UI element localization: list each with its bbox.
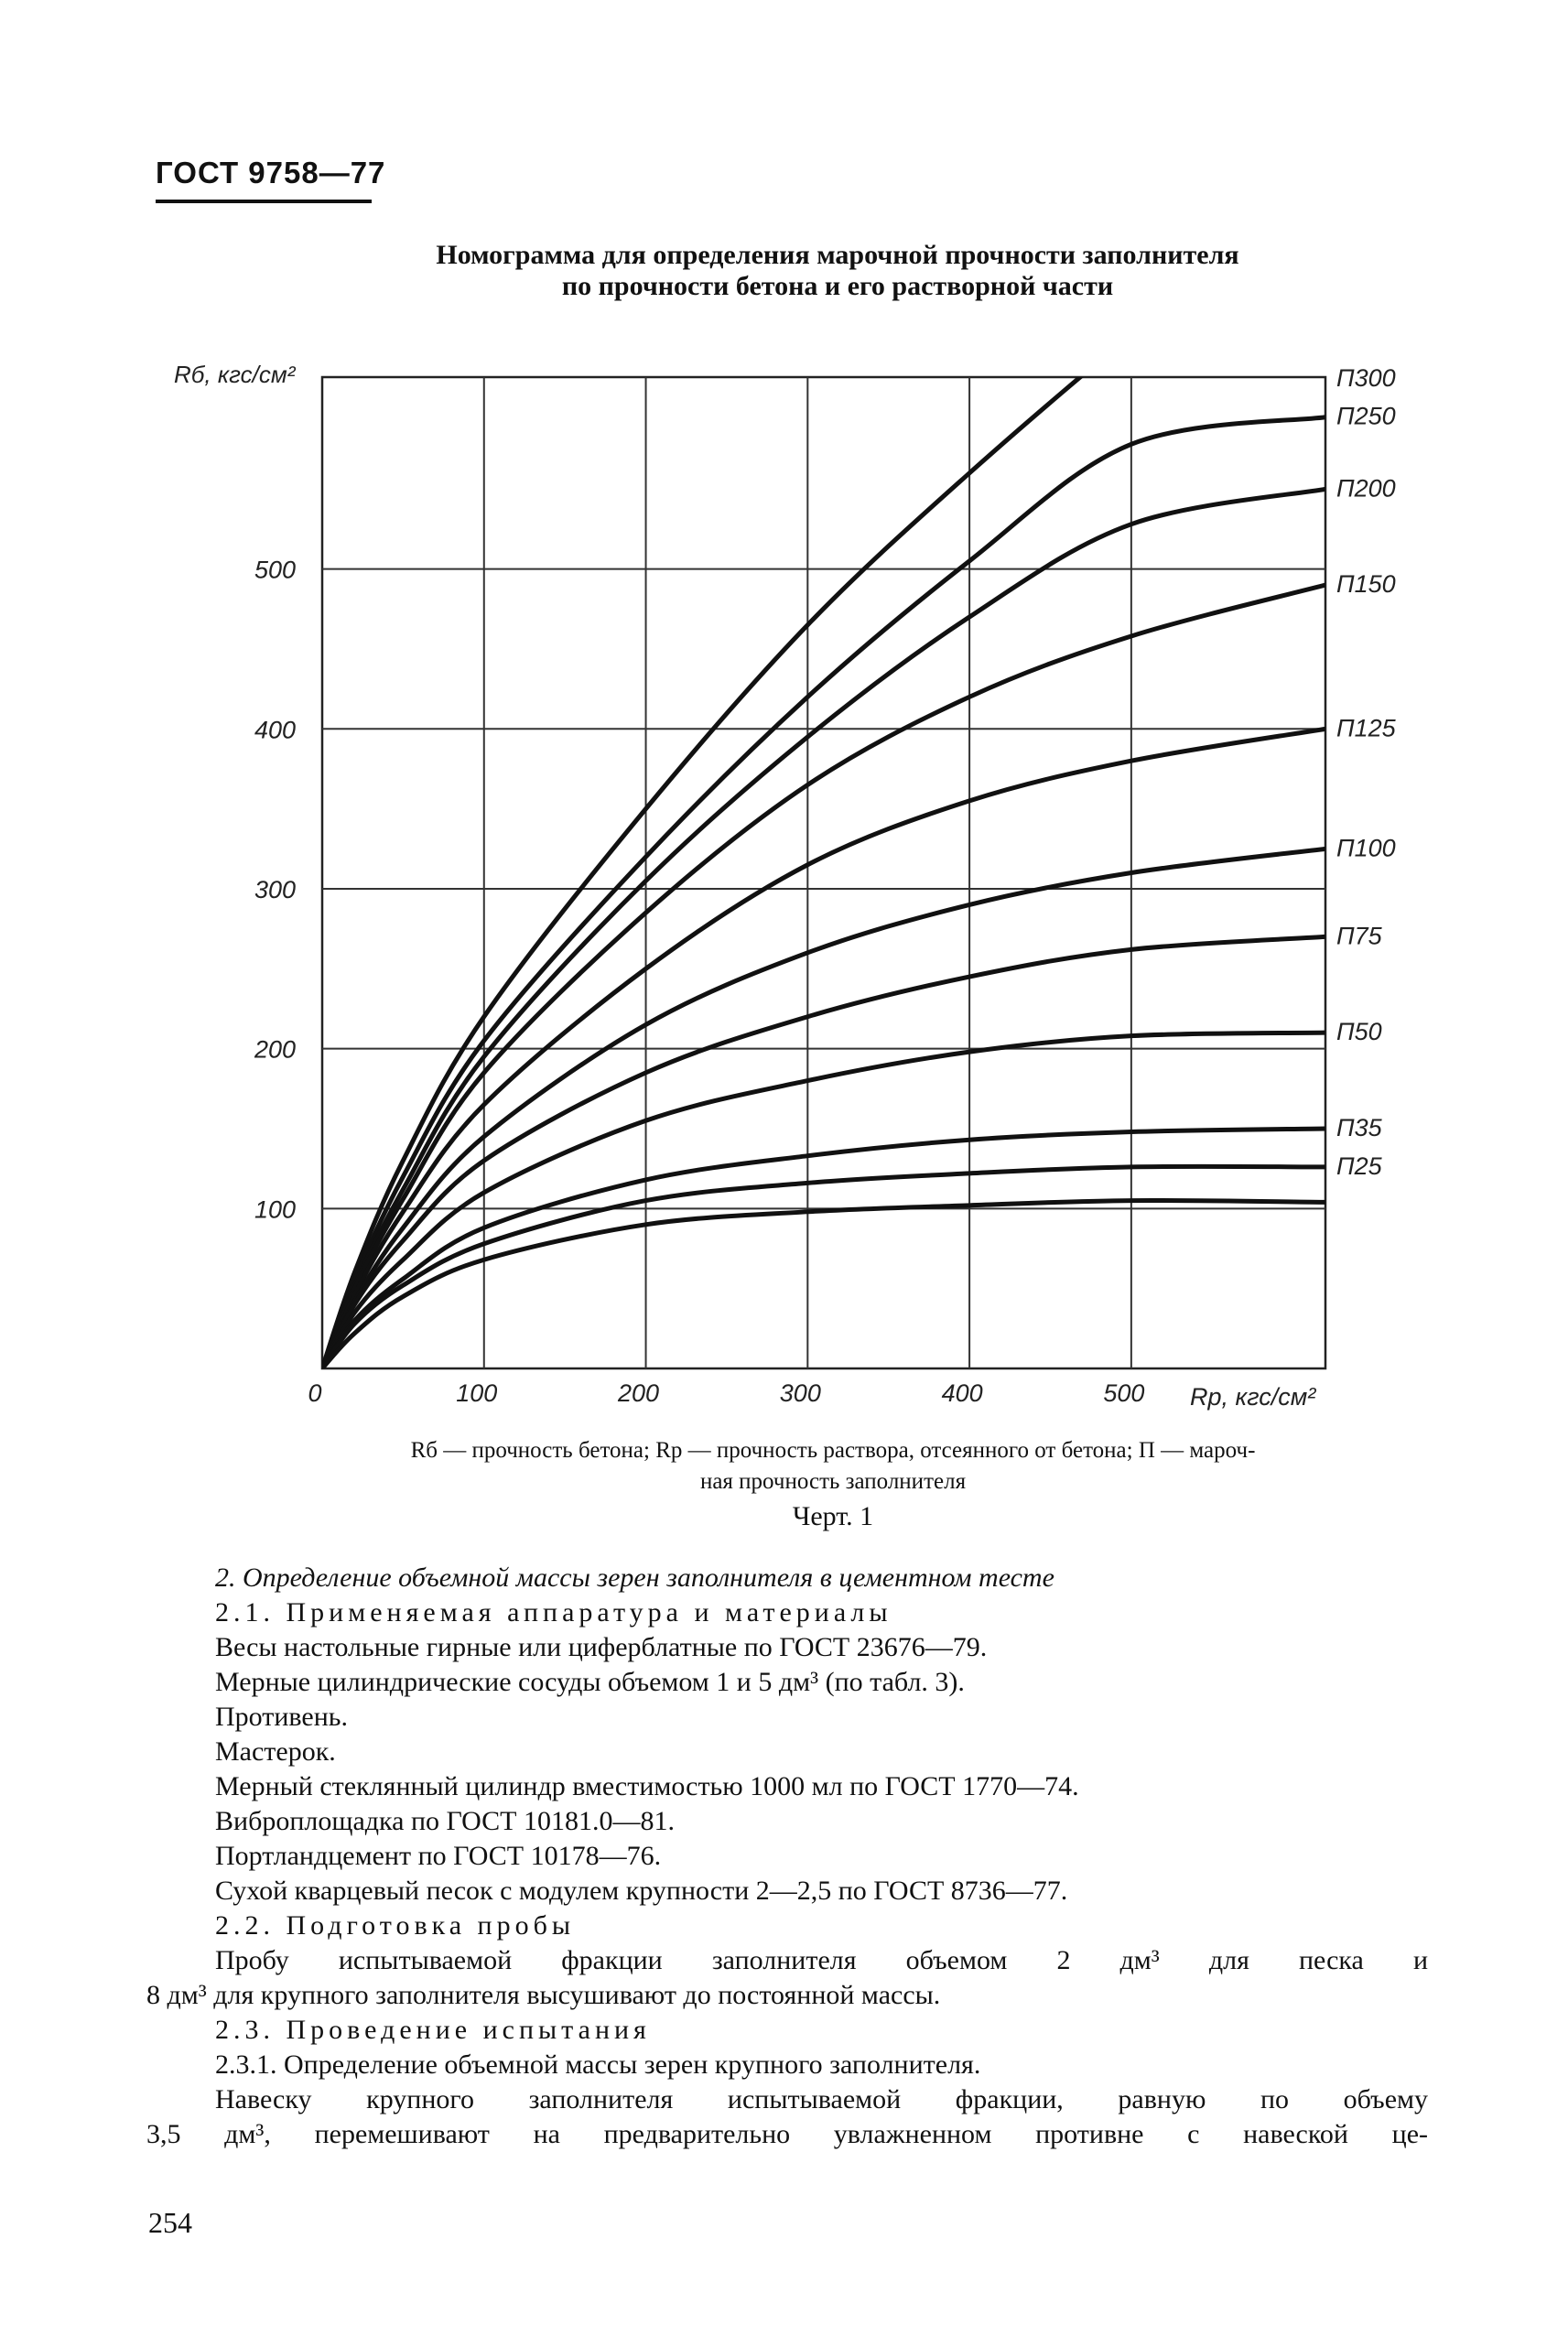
curve-label-п200: П200 xyxy=(1336,474,1396,503)
curve-label-п300: П300 xyxy=(1336,364,1396,392)
document-id: ГОСТ 9758—77 xyxy=(156,156,386,189)
x-tick-label: 100 xyxy=(456,1379,498,1407)
equipment-item: Мастерок. xyxy=(215,1736,336,1767)
legend-line-1: Rб — прочность бетона; Rр — прочность раствора, отсеянного от бетона; П — мароч- xyxy=(410,1438,1256,1463)
curve-п100 xyxy=(322,849,1325,1368)
title-line-1: Номограмма для определения марочной прочности заполнителя xyxy=(436,240,1239,270)
title-line-2: по прочности бетона и его растворной части xyxy=(561,271,1114,301)
curve-п250 xyxy=(322,417,1325,1368)
y-axis-label: Rб, кгс/см² xyxy=(174,361,296,388)
chart-grid xyxy=(322,377,1325,1368)
y-tick-label: 100 xyxy=(254,1195,297,1224)
chart-curves xyxy=(322,249,1325,1368)
curve-label-п125: П125 xyxy=(1336,714,1396,742)
y-tick-label: 300 xyxy=(254,875,297,903)
curve-label-п50: П50 xyxy=(1336,1018,1382,1046)
x-tick-label: 300 xyxy=(779,1379,821,1407)
y-tick-label: 500 xyxy=(254,556,297,584)
equipment-item: Мерные цилиндрические сосуды объемом 1 и 5 дм³ (по табл. 3). xyxy=(215,1667,965,1697)
paragraph-line: Пробу испытываемой фракции заполнителя объемом 2 дм³ для песка и xyxy=(215,1945,1428,1975)
chart-legend xyxy=(229,1435,1437,1498)
x-tick-label: 400 xyxy=(941,1379,983,1407)
y-tick-label: 400 xyxy=(254,716,297,744)
equipment-item: Виброплощадка по ГОСТ 10181.0—81. xyxy=(215,1806,675,1836)
equipment-item: Сухой кварцевый песок с модулем крупности 2—2,5 по ГОСТ 8736—77. xyxy=(215,1876,1068,1906)
curve-п200 xyxy=(322,489,1325,1368)
equipment-item: Портландцемент по ГОСТ 10178—76. xyxy=(215,1841,662,1871)
x-tick-label: 200 xyxy=(618,1379,660,1407)
x-tick-label: 0 xyxy=(308,1379,322,1407)
paragraph-line: 8 дм³ для крупного заполнителя высушивают до постоянной массы. xyxy=(146,1980,941,2010)
curve-unlabeled xyxy=(322,1200,1325,1368)
section-2-heading: 2. Определение объемной массы зерен заполнителя в цементном тесте xyxy=(215,1563,1054,1593)
paragraph-line: Навеску крупного заполнителя испытываемой фракции, равную по объему xyxy=(215,2084,1428,2114)
curve-п150 xyxy=(322,585,1325,1368)
curve-label-п75: П75 xyxy=(1336,922,1382,950)
chart-labels xyxy=(254,364,1397,1407)
curve-label-п25: П25 xyxy=(1336,1152,1382,1180)
plot-frame xyxy=(322,377,1325,1368)
equipment-item: Противень. xyxy=(215,1702,348,1732)
body-text xyxy=(146,1561,1428,2152)
curve-label-п100: П100 xyxy=(1336,834,1396,862)
figure-caption: Черт. 1 xyxy=(792,1501,874,1531)
curve-label-п150: П150 xyxy=(1336,570,1396,599)
y-tick-label: 200 xyxy=(254,1035,297,1064)
curve-label-п250: П250 xyxy=(1336,402,1396,430)
section-2-2-heading: 2.2. Подготовка пробы xyxy=(215,1910,576,1941)
curve-label-п35: П35 xyxy=(1336,1113,1382,1141)
legend-line-2: ная прочность заполнителя xyxy=(699,1469,967,1494)
paragraph-line: 3,5 дм³, перемешивают на предварительно увлажненном противне с навеской це- xyxy=(146,2119,1428,2149)
equipment-item: Мерный стеклянный цилиндр вместимостью 1000 мл по ГОСТ 1770—74. xyxy=(215,1771,1079,1801)
x-axis-label: Rp, кгс/см² xyxy=(1190,1383,1316,1411)
section-2-3-heading: 2.3. Проведение испытания xyxy=(215,2015,651,2045)
equipment-item: Весы настольные гирные или циферблатные по ГОСТ 23676—79. xyxy=(215,1632,988,1662)
section-2-3-1-heading: 2.3.1. Определение объемной массы зерен крупного заполнителя. xyxy=(215,2049,981,2080)
page-number: 254 xyxy=(148,2206,192,2239)
section-2-1-heading: 2.1. Применяемая аппаратура и материалы xyxy=(215,1597,892,1628)
x-tick-label: 500 xyxy=(1103,1379,1145,1407)
